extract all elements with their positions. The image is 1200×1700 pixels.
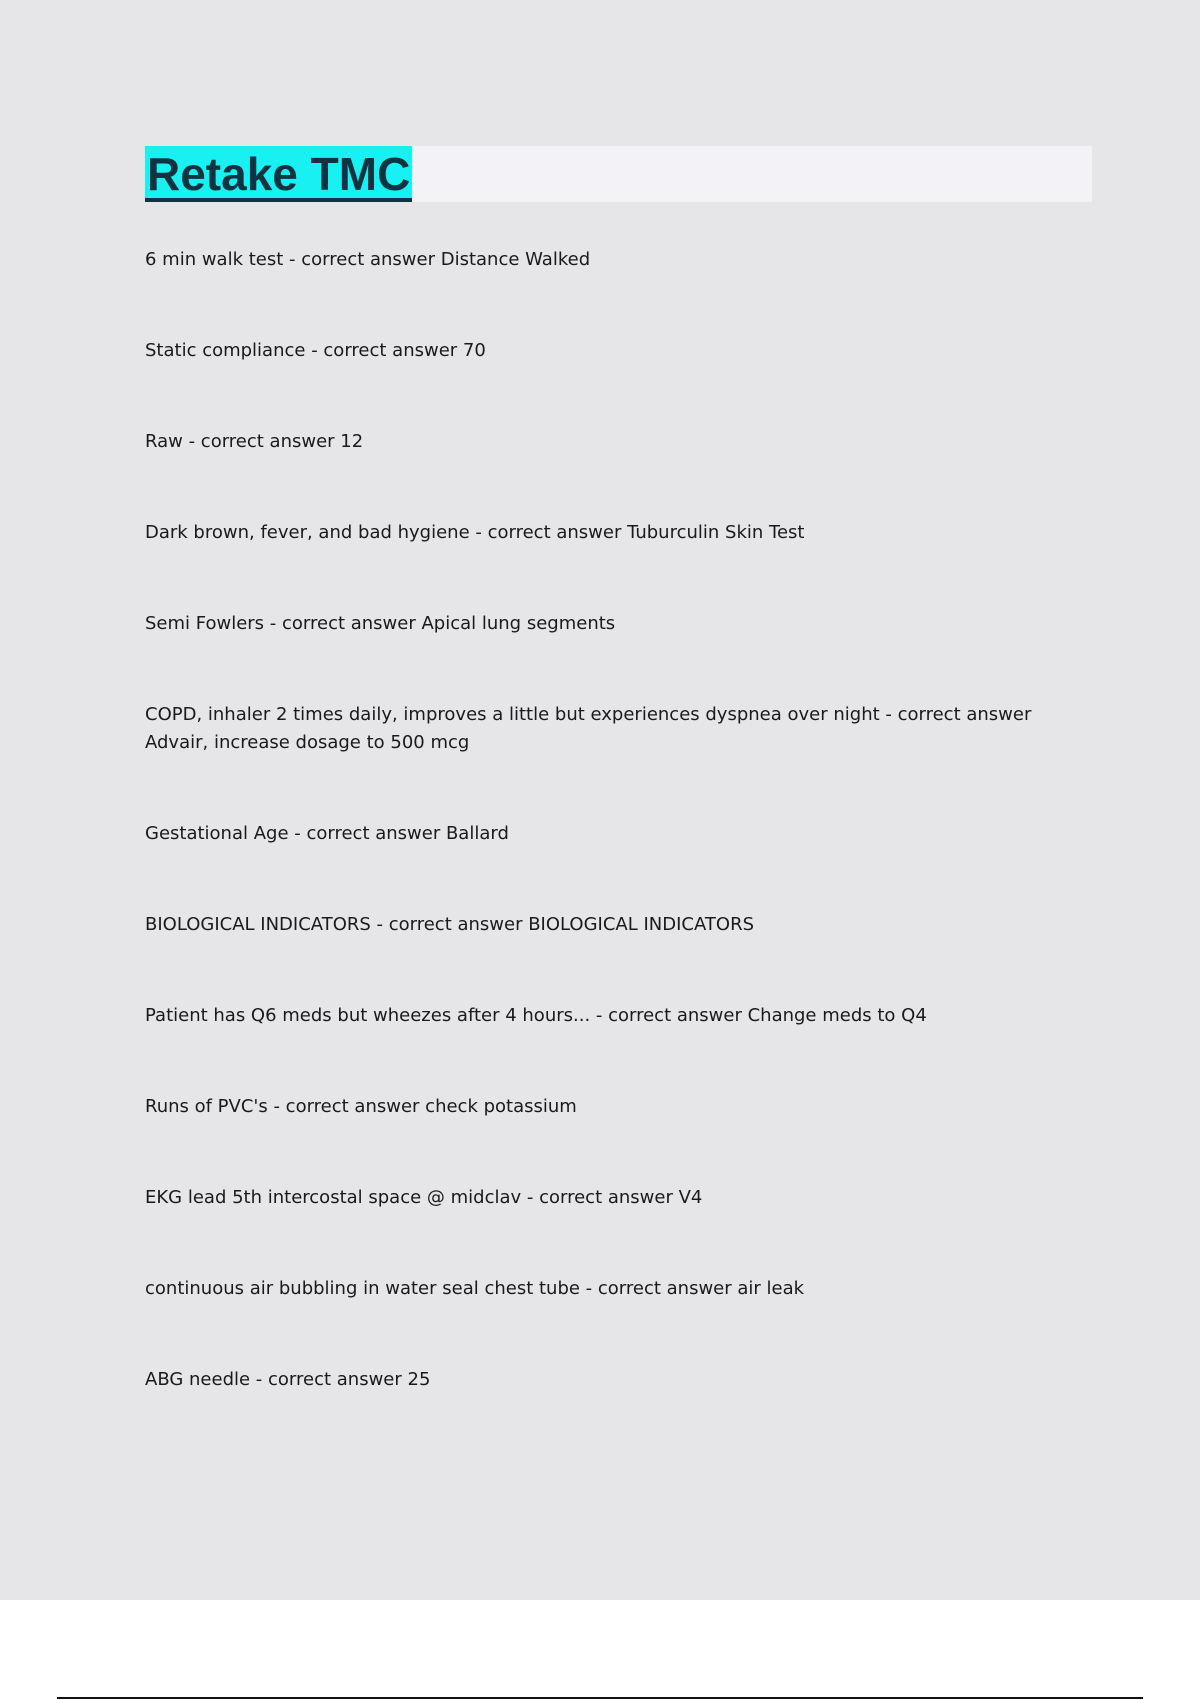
qa-item: Static compliance - correct answer 70 — [145, 340, 486, 361]
qa-item: Dark brown, fever, and bad hygiene - correct answer Tuburculin Skin Test — [145, 522, 805, 543]
qa-item: COPD, inhaler 2 times daily, improves a little but experiences dyspnea over night - correct answer Advair, increase dosage to 500 mcg — [145, 704, 1032, 753]
qa-item: Gestational Age - correct answer Ballard — [145, 823, 509, 844]
qa-item: 6 min walk test - correct answer Distance Walked — [145, 249, 591, 270]
qa-item: Runs of PVC's - correct answer check potassium — [145, 1096, 577, 1117]
qa-item: BIOLOGICAL INDICATORS - correct answer BIOLOGICAL INDICATORS — [145, 914, 755, 935]
qa-item: continuous air bubbling in water seal chest tube - correct answer air leak — [145, 1278, 805, 1299]
document-title: Retake TMC — [147, 148, 411, 200]
qa-item: Semi Fowlers - correct answer Apical lung segments — [145, 613, 616, 634]
qa-item: Raw - correct answer 12 — [145, 431, 364, 452]
page-divider — [57, 1697, 1143, 1699]
qa-item: EKG lead 5th intercostal space @ midclav - correct answer V4 — [145, 1187, 703, 1208]
qa-item: Patient has Q6 meds but wheezes after 4 hours... - correct answer Change meds to Q4 — [145, 1005, 927, 1026]
qa-item: ABG needle - correct answer 25 — [145, 1369, 431, 1390]
